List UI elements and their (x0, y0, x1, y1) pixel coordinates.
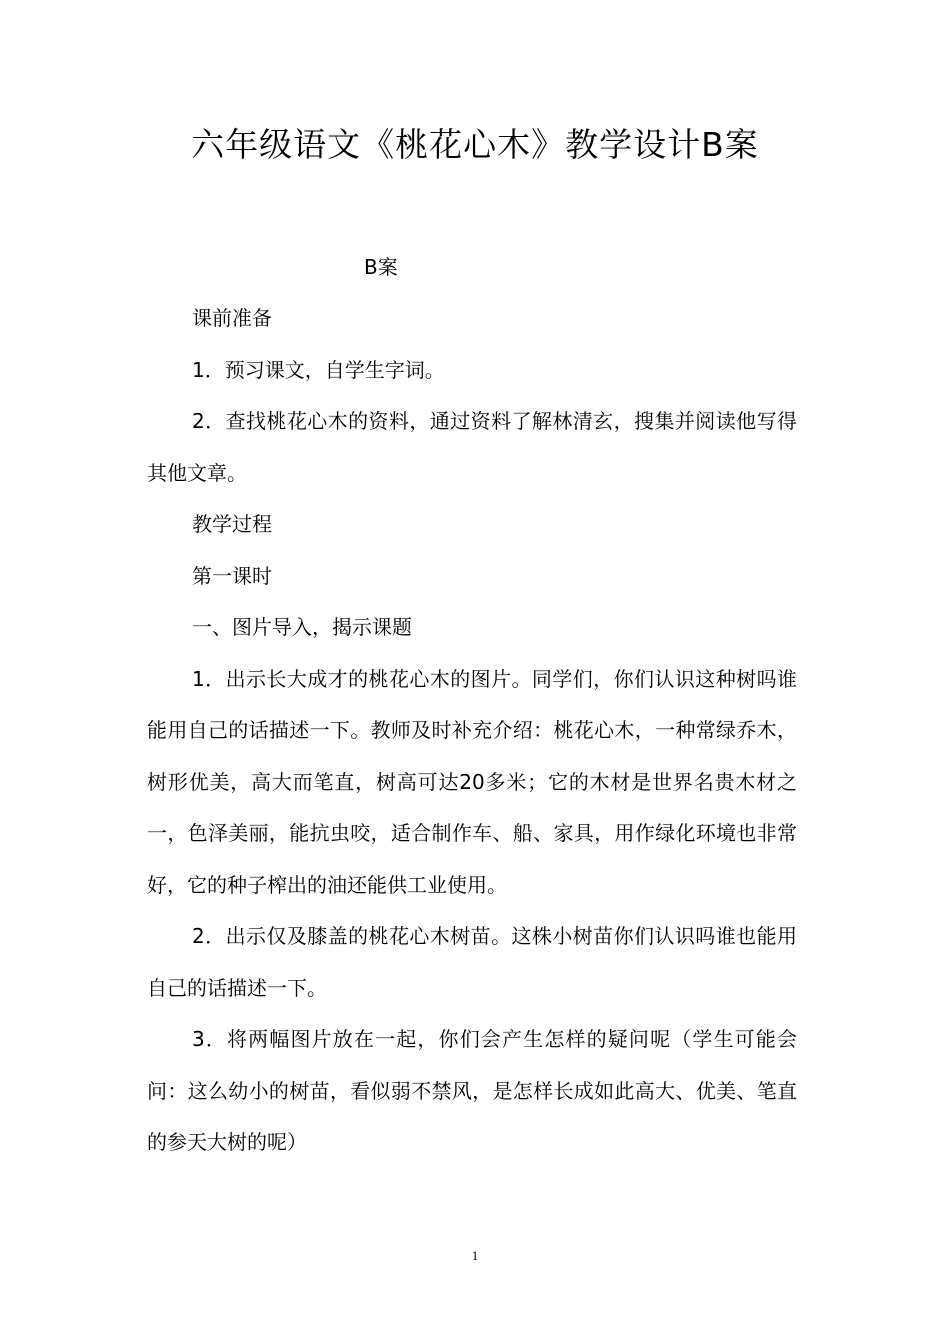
page-number: 1 (471, 1248, 479, 1263)
document-body (147, 293, 797, 1169)
paragraph: 1．出示长大成才的桃花心木的图片。同学们，你们认识这种树吗谁能用自己的话描述一下。教师及时补充介绍：桃花心木，一种常绿乔木，树形优美，高大而笔直，树高可达20多米；它的木材是世界名贵木材之一，色泽美丽，能抗虫咬，适合制作车、船、家具，用作绿化环境也非常好，它的种子榨出的油还能供工业使用。 (147, 666, 797, 897)
section-label: B案 (364, 255, 398, 279)
heading-process: 教学过程 (192, 512, 272, 536)
heading-preparation: 课前准备 (192, 306, 272, 330)
heading-section-one: 一、图片导入，揭示课题 (192, 615, 412, 639)
paragraph: 3．将两幅图片放在一起，你们会产生怎样的疑问呢（学生可能会问：这么幼小的树苗，看似弱不禁风，是怎样长成如此高大、优美、笔直的参天大树的呢） (147, 1027, 797, 1154)
paragraph: 2．出示仅及膝盖的桃花心木树苗。这株小树苗你们认识吗谁也能用自己的话描述一下。 (147, 924, 797, 1000)
paragraph: 2．查找桃花心木的资料，通过资料了解林清玄，搜集并阅读他写得其他文章。 (147, 409, 797, 485)
heading-first-lesson: 第一课时 (192, 563, 272, 588)
paragraph: 1．预习课文，自学生字词。 (192, 357, 445, 382)
document-title: 六年级语文《桃花心木》教学设计B案 (191, 125, 759, 164)
